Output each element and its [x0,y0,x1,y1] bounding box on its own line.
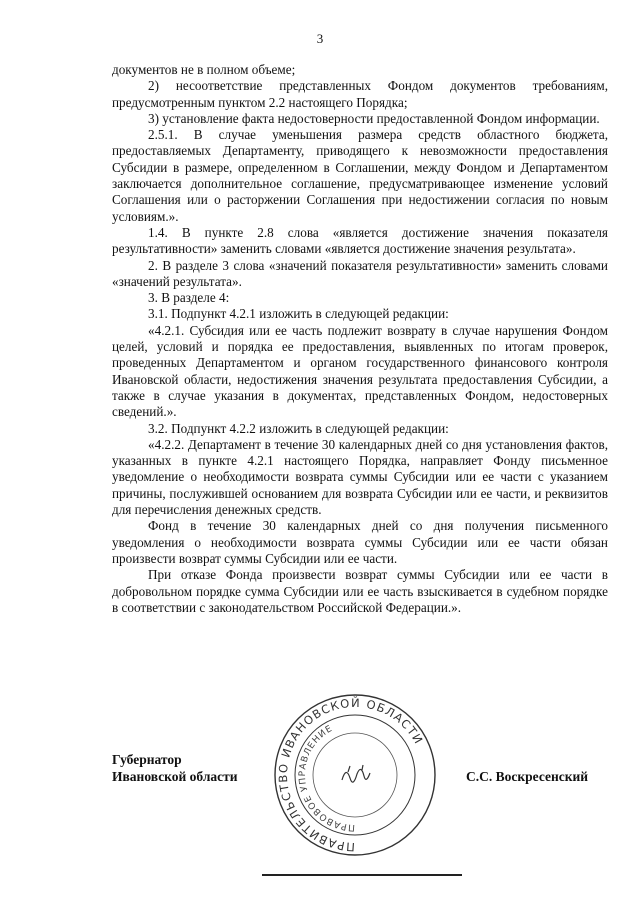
paragraph: Фонд в течение 30 календарных дней со дня получения письменного уведомления о необходимости возврата суммы Субсидии или ее части обязан произвести возврат суммы Субсидии или ее части. [112,518,608,566]
paragraph: 3. В разделе 4: [148,290,230,306]
paragraph: 2. В разделе 3 слова «значений показателя результативности» заменить словами «значений результата». [112,257,608,289]
bottom-rule [262,874,462,876]
signatory-name: С.С. Воскресенский [466,769,589,784]
signature-scribble [342,765,370,782]
page-number: 3 [316,31,324,46]
paragraph: 2.5.1. В случае уменьшения размера средств областного бюджета, предоставляемых Департаменту, приводящего к невозможности предоставления Субсидии в размере, определенном в Соглашении, между Фондом и Департаментом заключается дополнительное соглашение, предусматривающее изменение условий Соглашения или о расторжении Соглашения при недостижении согласия по новым условиям.». [112,127,608,224]
paragraph: 3.2. Подпункт 4.2.2 изложить в следующей редакции: [148,420,449,436]
signatory-title-line2: Ивановской области [112,769,238,784]
seal-outer-textpath: ПРАВИТЕЛЬСТВО ИВАНОВСКОЙ ОБЛАСТИ [275,695,426,855]
official-seal [270,692,440,858]
seal-inner-textpath: ПРАВОВОЕ УПРАВЛЕНИЕ [297,723,356,833]
paragraph: При отказе Фонда произвести возврат суммы Субсидии или ее части в добровольном порядке сумма Субсидии или ее часть взыскивается в судебном порядке в соответствии с законодательством Российской Федерации.». [112,567,608,615]
paragraph: 3.1. Подпункт 4.2.1 изложить в следующей редакции: [148,306,449,322]
paragraph: «4.2.1. Субсидия или ее часть подлежит возврату в случае нарушения Фондом целей, условий и порядка ее предоставления, выявленных по итогам проверок, проведенных Департаментом и органом государственного финансового контроля Ивановской области, недостижения значения результата предоставления Субсидии, а также в случае указания в документах, представленных Фондом, недостоверных сведений.». [112,322,608,420]
paragraph: документов не в полном объеме; [112,62,296,77]
paragraph: «4.2.2. Департамент в течение 30 календарных дней со дня установления фактов, указанных в пункте 4.2.1 настоящего Порядка, направляет Фонду письменное уведомление о необходимости возврата суммы Субсидии или ее части с указанием причины, послужившей основанием для возврата Субсидии или ее части, и реквизитов для перечисления денежных средств. [112,436,608,518]
signatory-title [112,751,238,785]
signatory-title-line1: Губернатор [112,752,182,767]
paragraph: 3) установление факта недостоверности предоставленной Фондом информации. [148,110,600,126]
document-body [112,62,608,616]
paragraph: 2) несоответствие представленных Фондом документов требованиям, предусмотренным пунктом 2.2 настоящего Порядка; [112,78,608,110]
paragraph: 1.4. В пункте 2.8 слова «является достижение значения показателя результативности» заменить словами «является достижение значения результата». [112,224,608,257]
seal-inner-ring [313,733,397,817]
